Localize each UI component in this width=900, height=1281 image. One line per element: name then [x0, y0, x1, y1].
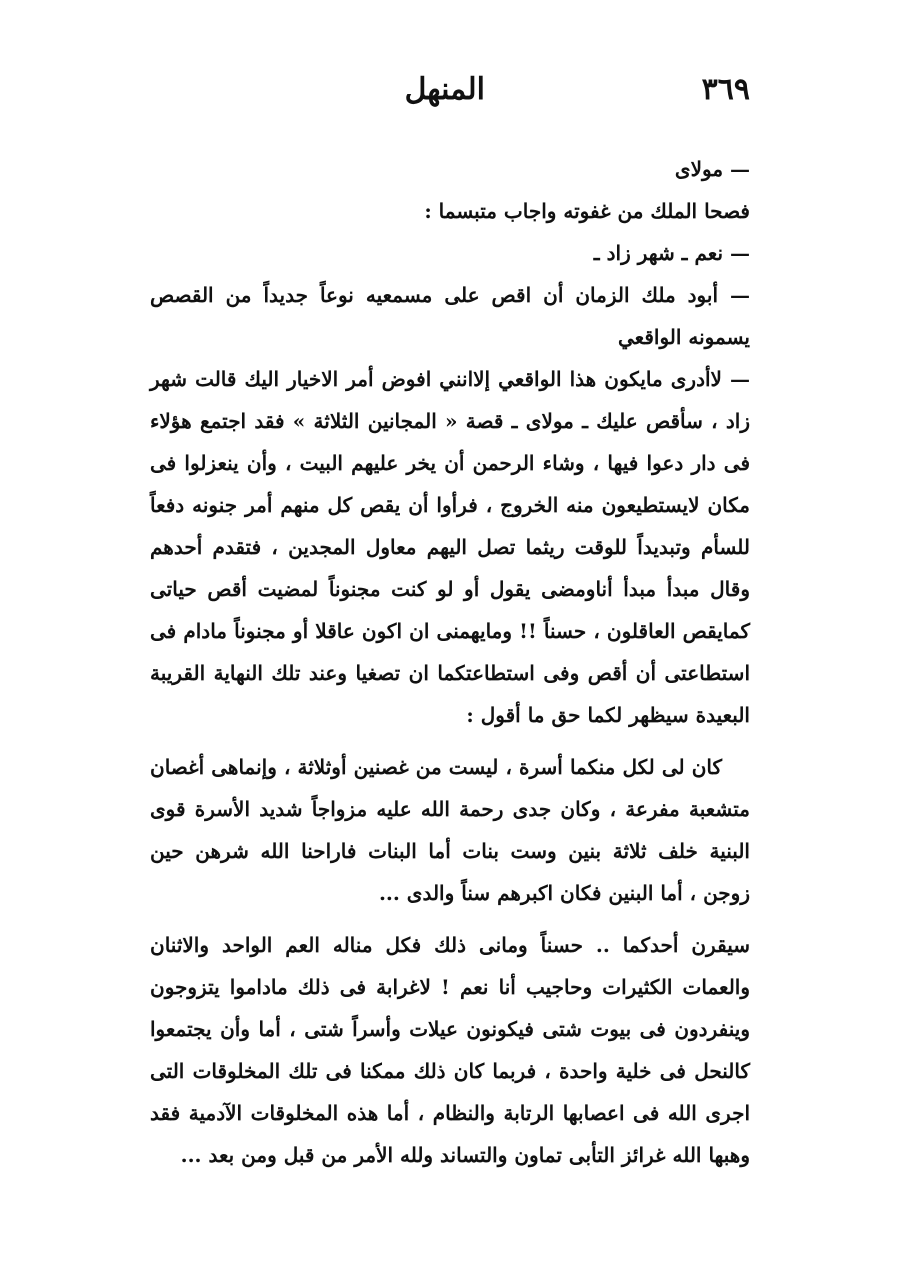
body-text [150, 148, 750, 1176]
page-number: ٣٦٩ [701, 72, 750, 107]
dialogue-paragraph: — أبود ملك الزمان أن اقص على مسمعيه نوعاً جديداً من القصص يسمونه الواقعي [150, 283, 750, 349]
narration-line: فصحا الملك من غفوته واجاب متبسما : [424, 199, 750, 223]
running-title: المنهل [404, 72, 485, 107]
story-paragraph: سيقرن أحدكما .. حسناً ومانى ذلك فكل مناله العم الواحد والاثنان والعمات الكثيرات وحاجيب أنا نعم ! لاغرابة فى ذلك ماداموا يتزوجون وينفردون فى بيوت شتى فيكونون عيلات وأسراً شتى ، أما وأن يجتمعوا كالنحل فى خلية واحدة ، فربما كان ذلك ممكنا فى تلك المخلوقات التى اجرى الله فى اعصابها الرتابة والنظام ، أما هذه المخلوقات الآدمية فقد وهبها الله غرائز التأبى تماون والتساند ولله الأمر من قبل ومن بعد ... [150, 933, 750, 1167]
page-header [150, 72, 750, 122]
story-paragraph: كان لى لكل منكما أسرة ، ليست من غصنين أوثلاثة ، وإنماهى أغصان متشعبة مفرعة ، وكان جدى رحمة الله عليه مزواجاً شديد الأسرة قوى البنية خلف ثلاثة بنين وست بنات أما البنات فاراحنا الله شرهن حين زوجن ، أما البنين فكان اكبرهم سناً والدى ... [150, 755, 750, 905]
dialogue-line: — نعم ـ شهر زاد ـ [593, 241, 750, 265]
dialogue-line: — مولاى [674, 157, 750, 181]
dialogue-paragraph: — لاأدرى مايكون هذا الواقعي إلاانني افوض أمر الاخيار اليك قالت شهر زاد ، سأقص عليك ـ مولاى ـ قصة « المجانين الثلاثة » فقد اجتمع هؤلاء فى دار دعوا فيها ، وشاء الرحمن أن يخر عليهم البيت ، وأن ينعزلوا فى مكان لايستطيعون منه الخروج ، فرأوا أن يقص كل منهم أمر جنونه دفعاً للسأم وتبديداً للوقت ريثما تصل اليهم معاول المجدين ، فتقدم أحدهم وقال مبدأ مبدأ أناومضى يقول أو لو كنت مجنوناً لمضيت أقص حياتى كمايقص العاقلون ، حسناً !! ومايهمنى ان اكون عاقلا أو مجنوناً مادام فى استطاعتى أن أقص وفى استطاعتكما ان تصغيا وعند تلك النهاية القريبة البعيدة سيظهر لكما حق ما أقول : [150, 367, 750, 727]
